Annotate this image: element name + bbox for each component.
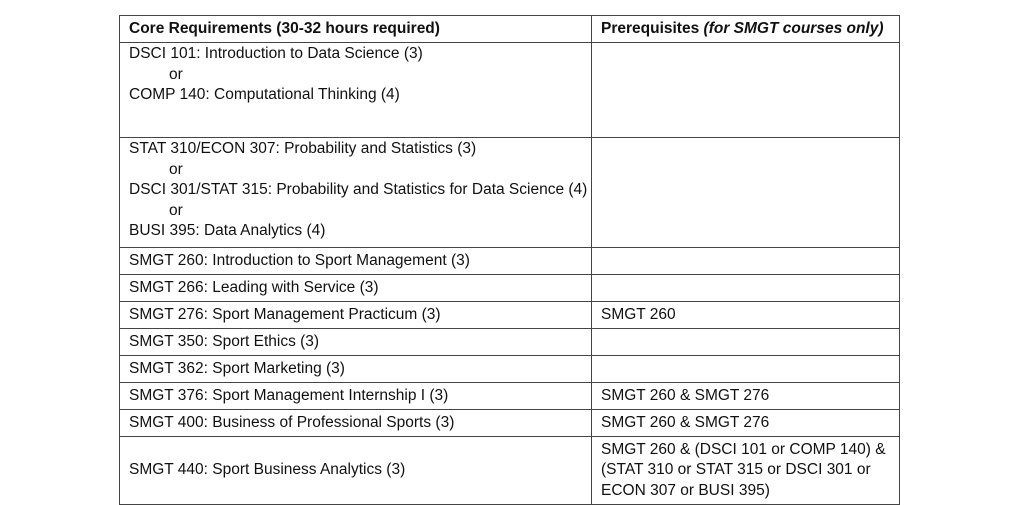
course-option: BUSI 395: Data Analytics (4) (129, 222, 326, 239)
course-cell: SMGT 260: Introduction to Sport Management (3) (120, 248, 592, 275)
header-prerequisites-note: (for SMGT courses only) (703, 19, 884, 37)
course-cell: SMGT 276: Sport Management Practicum (3) (120, 302, 592, 329)
requirements-table (119, 15, 900, 505)
prereq-cell: SMGT 260 & SMGT 276 (592, 383, 900, 410)
table-row (120, 329, 900, 356)
course-cell: SMGT 376: Sport Management Internship I (3) (120, 383, 592, 410)
prereq-cell (592, 43, 900, 138)
course-option: STAT 310/ECON 307: Probability and Statistics (3) (129, 140, 477, 157)
table-row (120, 248, 900, 275)
course-cell: SMGT 400: Business of Professional Sports (3) (120, 410, 592, 437)
table-row (120, 410, 900, 437)
prereq-cell (592, 356, 900, 383)
table-header-row (120, 16, 900, 43)
or-separator: or (169, 201, 183, 219)
or-separator: or (169, 65, 183, 83)
prereq-line: (STAT 310 or STAT 315 or DSCI 301 or (601, 461, 871, 479)
prereq-cell (592, 275, 900, 302)
prereq-cell: SMGT 260 (592, 302, 900, 329)
prereq-cell (592, 138, 900, 248)
course-cell: SMGT 362: Sport Marketing (3) (120, 356, 592, 383)
table-row (120, 302, 900, 329)
course-cell: SMGT 440: Sport Business Analytics (3) (120, 437, 592, 505)
prereq-line: SMGT 260 & (DSCI 101 or COMP 140) & (601, 440, 886, 458)
table-row (120, 383, 900, 410)
course-option: COMP 140: Computational Thinking (4) (129, 86, 400, 103)
header-core-requirements: Core Requirements (30-32 hours required) (120, 16, 592, 43)
header-prerequisites (592, 16, 900, 43)
course-cell: SMGT 266: Leading with Service (3) (120, 275, 592, 302)
course-cell (120, 138, 592, 248)
prereq-line: ECON 307 or BUSI 395) (601, 481, 770, 499)
prereq-cell: SMGT 260 & SMGT 276 (592, 410, 900, 437)
prereq-cell (592, 329, 900, 356)
prereq-cell (592, 248, 900, 275)
course-cell: SMGT 350: Sport Ethics (3) (120, 329, 592, 356)
table-row (120, 437, 900, 505)
course-cell (120, 43, 592, 138)
table-row (120, 138, 900, 248)
header-prerequisites-label: Prerequisites (601, 19, 704, 37)
table-row (120, 275, 900, 302)
course-option: DSCI 101: Introduction to Data Science (3) (129, 45, 423, 62)
or-separator: or (169, 160, 183, 178)
table-row (120, 356, 900, 383)
table-row (120, 43, 900, 138)
course-option: DSCI 301/STAT 315: Probability and Statistics for Data Science (4) (129, 181, 588, 198)
prereq-cell (592, 437, 900, 505)
